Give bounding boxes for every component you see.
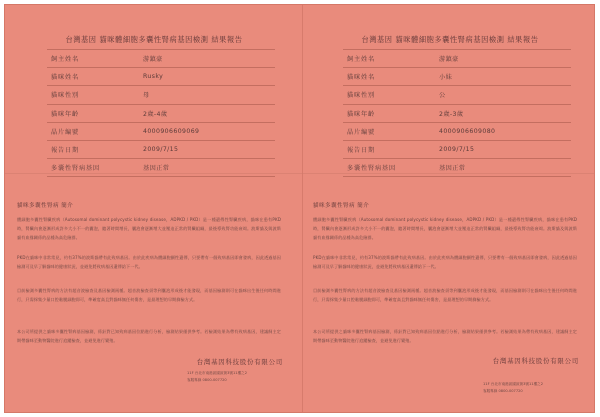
row-label: 報告日期	[343, 140, 439, 158]
phone-line: 客服專線 0800-007720	[483, 389, 523, 393]
table-row	[343, 140, 571, 158]
row-label: 貓咪年齡	[343, 104, 439, 122]
center-fold	[302, 5, 303, 412]
row-label: 報告日期	[47, 140, 143, 158]
company-name: 台灣基因科技股份有限公司	[196, 358, 283, 366]
intro-paragraph: 本公司所提供之貓咪多囊性腎病基因檢測，係針對已知致病基因位點進行分析，檢測結果僅供參考。若檢測結果為帶有致病基因，建議飼主定期帶貓咪至動物醫院進行追蹤檢查，並避免進行繁殖。	[313, 329, 577, 343]
intro-paragraph: PKD在貓咪中非常常見，約有37%的波斯貓帶有此致病基因。由於此疾病為體細胞顯性遺傳，只要帶有一個致病基因即會發病，因此透過基因檢測可及早了解貓咪的健康狀況，並避免將致病基因遺傳給下一代。	[17, 255, 281, 269]
row-value: 基因正常	[143, 159, 275, 177]
table-row	[343, 122, 571, 140]
intro-paragraph: 目前檢測多囊性腎病的方法有超音波檢查及基因檢測兩種。超音波檢查須等到囊泡形成後才能發現，而基因檢測則可在貓咪出生後任何時間進行，只需採集少量口腔黏膜細胞即可，準確度高且對貓咪無任何傷害，是最理想的早期篩檢方式。	[313, 288, 577, 302]
row-label: 貓咪姓名	[47, 68, 143, 86]
row-label: 貓咪年齡	[47, 104, 143, 122]
row-label: 飼主姓名	[47, 50, 143, 68]
row-label: 飼主姓名	[343, 50, 439, 68]
address-line: 11F 台北市南港區園區街3號11樓之2	[483, 382, 544, 386]
intro-paragraph: 本公司所提供之貓咪多囊性腎病基因檢測，係針對已知致病基因位點進行分析，檢測結果僅供參考。若檢測結果為帶有致病基因，建議飼主定期帶貓咪至動物醫院進行追蹤檢查，並避免進行繁殖。	[17, 329, 281, 343]
intro-paragraph: 目前檢測多囊性腎病的方法有超音波檢查及基因檢測兩種。超音波檢查須等到囊泡形成後才能發現，而基因檢測則可在貓咪出生後任何時間進行，只需採集少量口腔黏膜細胞即可，準確度高且對貓咪無任何傷害，是最理想的早期篩檢方式。	[17, 288, 281, 302]
row-label: 多囊性腎病基因	[47, 159, 143, 177]
table-row	[343, 68, 571, 86]
report-sheet	[4, 4, 595, 413]
report-title: 台灣基因 貓咪體細胞多囊性腎病基因檢測 結果報告	[65, 35, 243, 44]
row-label: 晶片編號	[343, 122, 439, 140]
table-row	[47, 50, 275, 68]
row-value: 2009/7/15	[439, 140, 571, 158]
company-address	[483, 381, 579, 395]
row-label: 晶片編號	[47, 122, 143, 140]
table-row	[343, 50, 571, 68]
row-value: 游鎮豪	[439, 50, 571, 68]
intro-title: 貓咪多囊性腎病 簡介	[17, 203, 74, 209]
address-line: 11F 台北市南港區園區街3號11樓之2	[187, 371, 248, 375]
row-value: 母	[143, 86, 275, 104]
row-value: 4000906609069	[143, 122, 275, 140]
table-row	[343, 86, 571, 104]
table-row	[47, 122, 275, 140]
table-row	[343, 104, 571, 122]
table-row	[47, 104, 275, 122]
table-row	[47, 68, 275, 86]
row-value: 公	[439, 86, 571, 104]
table-row	[47, 159, 275, 177]
intro-paragraph: PKD在貓咪中非常常見，約有37%的波斯貓帶有此致病基因。由於此疾病為體細胞顯性遺傳，只要帶有一個致病基因即會發病，因此透過基因檢測可及早了解貓咪的健康狀況，並避免將致病基因遺傳給下一代。	[313, 255, 577, 269]
report-title: 台灣基因 貓咪體細胞多囊性腎病基因檢測 結果報告	[361, 35, 539, 44]
phone-line: 客服專線 0800-007720	[187, 378, 227, 382]
row-value: Rusky	[143, 68, 275, 86]
intro-paragraph: 體細胞多囊性腎臟疾病（Autosomal dominant polycystic kidney disease，ADPKD / PKD）是一種遺傳性腎臟疾病，貓咪在患有PKD時，腎臟內會逐漸形成許多大小不一的囊泡，隨著時間增長，囊泡會逐漸增大並壓迫正常的腎臟組織，最後導致腎功能衰竭。波斯貓及與波斯貓有血緣關係的品種為高危險群。	[313, 217, 577, 240]
row-label: 多囊性腎病基因	[343, 159, 439, 177]
result-table	[343, 49, 571, 177]
row-value: 4000906609080	[439, 122, 571, 140]
row-label: 貓咪性別	[47, 86, 143, 104]
row-label: 貓咪姓名	[343, 68, 439, 86]
row-value: 2歲-4歲	[143, 104, 275, 122]
report-panel-left	[9, 5, 299, 412]
intro-title: 貓咪多囊性腎病 簡介	[313, 203, 370, 209]
row-value: 小妹	[439, 68, 571, 86]
intro-paragraph: 體細胞多囊性腎臟疾病（Autosomal dominant polycystic kidney disease，ADPKD / PKD）是一種遺傳性腎臟疾病，貓咪在患有PKD時，腎臟內會逐漸形成許多大小不一的囊泡，隨著時間增長，囊泡會逐漸增大並壓迫正常的腎臟組織，最後導致腎功能衰竭。波斯貓及與波斯貓有血緣關係的品種為高危險群。	[17, 217, 281, 240]
company-name: 台灣基因科技股份有限公司	[492, 357, 579, 365]
table-row	[47, 86, 275, 104]
row-label: 貓咪性別	[343, 86, 439, 104]
row-value: 2009/7/15	[143, 140, 275, 158]
row-value: 2歲-3歲	[439, 104, 571, 122]
table-row	[47, 140, 275, 158]
report-panel-right	[305, 5, 595, 412]
row-value: 游鎮豪	[143, 50, 275, 68]
table-row	[343, 159, 571, 177]
result-table	[47, 49, 275, 177]
row-value: 基因正常	[439, 159, 571, 177]
company-address	[187, 370, 283, 384]
